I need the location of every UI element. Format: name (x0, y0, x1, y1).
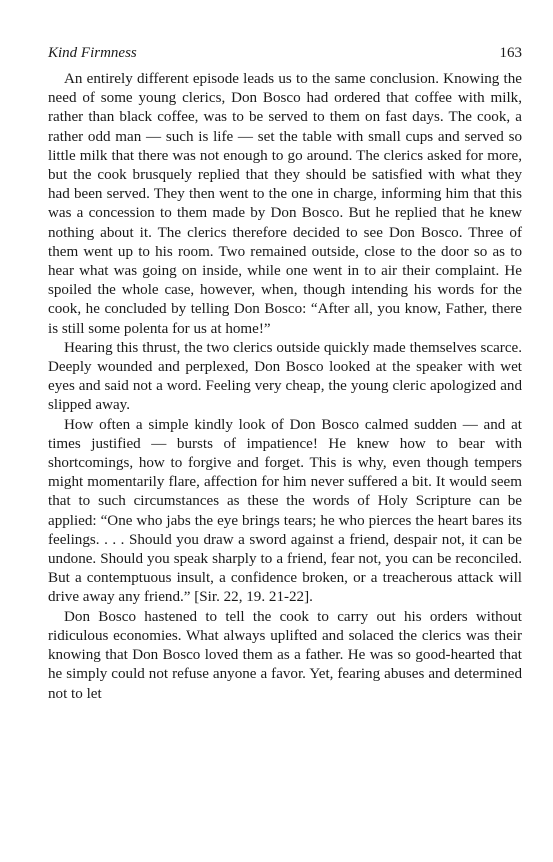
paragraph: An entirely different episode leads us to the same conclusion. Knowing the need of some young clerics, Don Bosco had ordered that coffee with milk, rather than black coffee, was to be served to them on fast days. The cook, a rather odd man — such is life — set the table with small cups and served so little milk that there was not enough to go around. The clerics asked for more, but the cook brusquely replied that they should be satisfied with what they had been served. They then went to the one in charge, informing him that this was a concession to them made by Don Bosco. But he replied that he knew nothing about it. The clerics therefore decided to see Don Bosco. Three of them went up to his room. Two remained outside, close to the door so as to hear what was going on inside, while one went in to air their complaint. He spoiled the whole case, however, when, though intending his words for the cook, he concluded by telling Don Bosco: “After all, you know, Father, there is still some polenta for us at home!” (48, 71, 522, 337)
page-number: 163 (499, 45, 522, 61)
paragraph: How often a simple kindly look of Don Bosco calmed sudden — and at times justified — bursts of impatience! He knew how to bear with shortcomings, how to forgive and forget. This is why, even though tempers might momentarily flare, affection for him never suffered a bit. It would seem that to such circumstances as these the words of Holy Scripture can be applied: “One who jabs the eye brings tears; he who pierces the heart bares its feelings. . . . Should you draw a sword against a friend, despair not, it can be undone. Should you speak sharply to a friend, fear not, you can be reconciled. But a contemptuous insult, a confidence broken, or a treacherous attack will drive away any friend.” [Sir. 22, 19. 21-22]. (48, 416, 522, 606)
running-title: Kind Firmness (48, 45, 137, 61)
paragraph: Don Bosco hastened to tell the cook to carry out his orders without ridiculous economies. What always uplifted and solaced the clerics was their knowing that Don Bosco loved them as a father. He was so good-hearted that he simply could not refuse anyone a favor. Yet, fearing abuses and determined not to let (48, 608, 522, 702)
book-page (48, 44, 522, 704)
paragraph: Hearing this thrust, the two clerics outside quickly made themselves scarce. Deeply wounded and perplexed, Don Bosco looked at the speaker with wet eyes and said not a word. Feeling very cheap, the young cleric apologized and slipped away. (48, 339, 522, 414)
running-header (48, 44, 522, 62)
body-text (48, 70, 522, 704)
